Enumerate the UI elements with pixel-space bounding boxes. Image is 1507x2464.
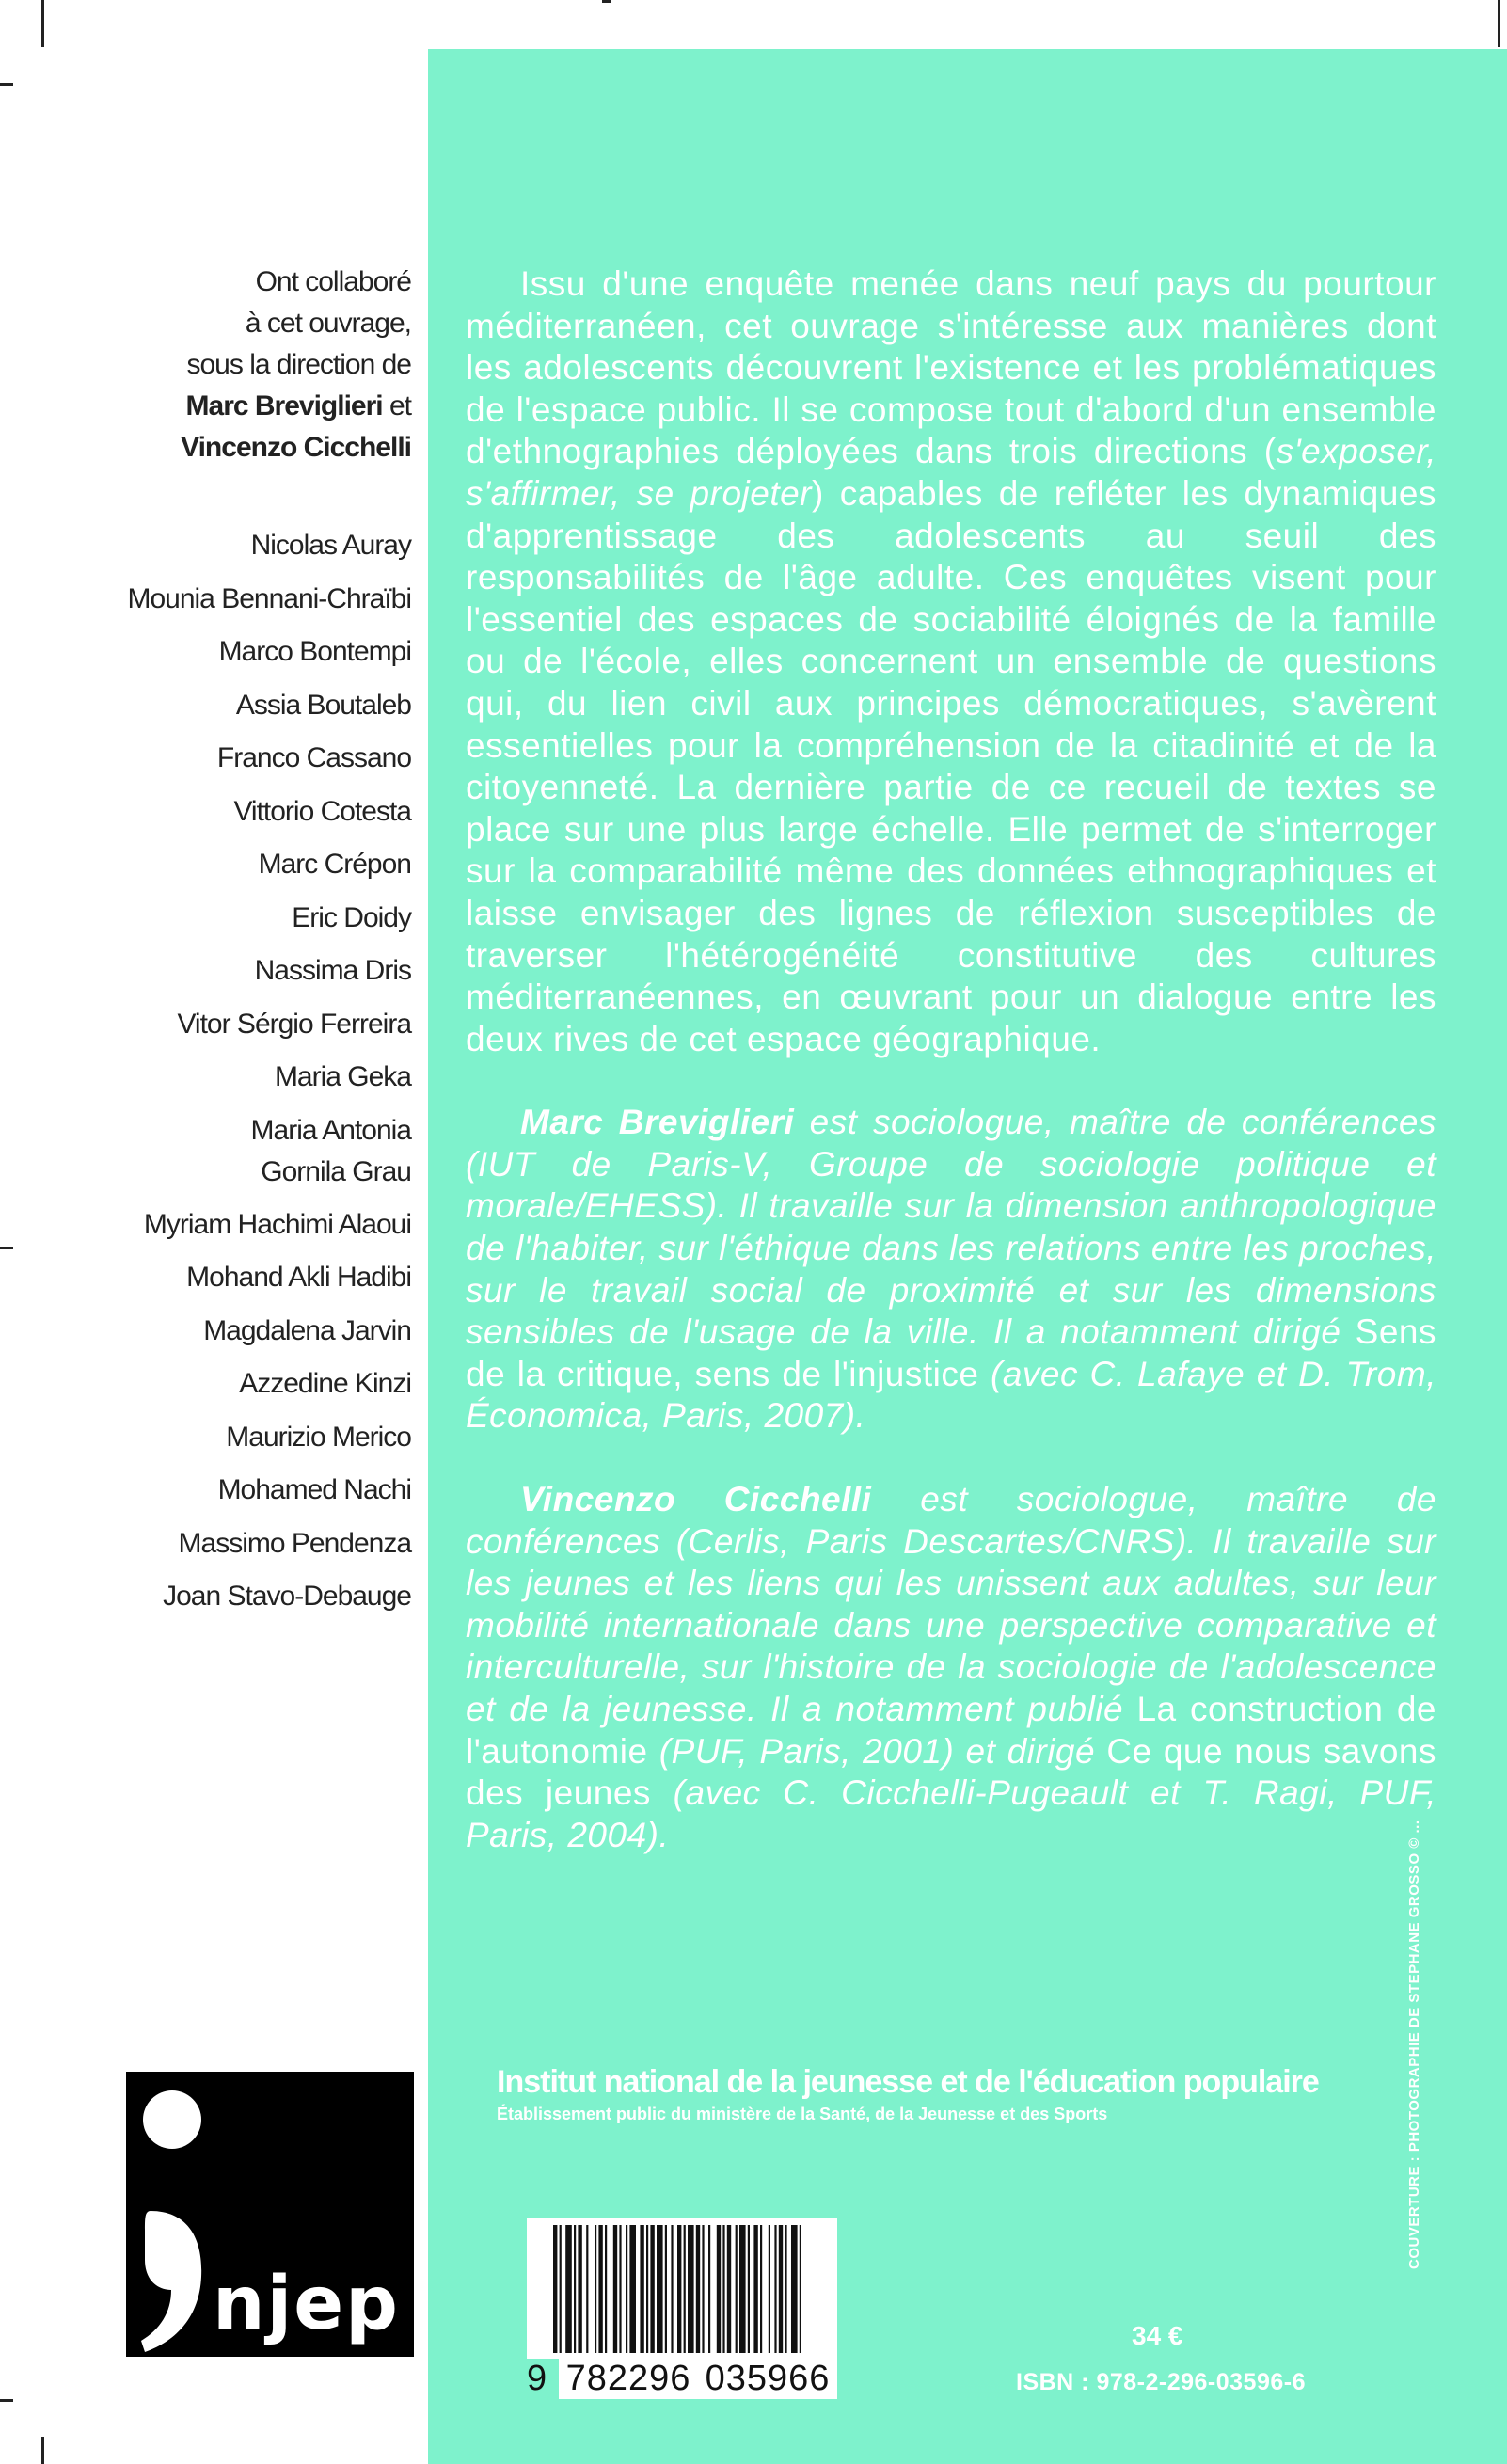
bio-text: est sociologue, maître de conférences (IUT de Paris-V, Groupe de sociologie politique et morale/EHESS). Il travaille sur la dimension anthropologique de l'habiter, sur l'éthique dans les relations entre les proches, sur le travail social de proximité et sur les dimensions sensibles de l'usage de la ville. Il a notamment dirigé [466,1103,1436,1352]
barcode-bar [791,2225,798,2353]
barcode-bar [640,2225,643,2353]
barcode-bar [650,2225,654,2353]
barcode-bar [574,2225,576,2353]
barcode-bar [754,2225,757,2353]
barcode-bar [708,2225,710,2353]
contributor-name: Vitor Sérgio Ferreira [177,1008,411,1040]
credits-directors-line [16,386,411,427]
logo-wordmark: njep [213,2262,401,2346]
credits-line: sous la direction de [186,349,411,380]
publisher-subtitle: Établissement public du ministère de la Santé, de la Jeunesse et des Sports [497,2105,1108,2123]
bio-book-title: La construction de l'autonomie [466,1690,1436,1771]
barcode-bar [769,2225,770,2353]
barcode-bars [527,2218,837,2359]
barcode-bar [684,2225,686,2353]
barcode-bar [626,2225,627,2353]
publisher-block [497,2064,1319,2124]
barcode-bar [553,2225,557,2353]
barcode-bar [688,2225,694,2353]
isbn-barcode [527,2218,837,2406]
barcode-bar [800,2225,801,2353]
bio-name: Marc Breviglieri [520,1103,795,1142]
bio-book-title: Sens de la critique, sens de l'injustice [466,1312,1436,1393]
director-name: Marc Breviglieri [185,390,383,421]
contributor-name: Mohamed Nachi [217,1474,411,1505]
injep-logo [126,2072,414,2357]
barcode-bar [595,2225,596,2353]
bio-text: (PUF, Paris, 2001) et dirigé [647,1731,1107,1771]
contributor-name: Marc Crépon [258,849,411,880]
barcode-bar [586,2225,588,2353]
barcode-bar [657,2225,663,2353]
barcode-bar [785,2225,786,2353]
summary-paragraph [466,263,1436,1060]
bio-text: (avec C. Cicchelli-Pugeault et T. Ragi, PUF, Paris, 2004). [466,1773,1436,1854]
logo-comma-icon [139,2211,205,2352]
bio-cicchelli [466,1479,1436,1856]
barcode-bar [727,2225,731,2353]
barcode-bar [760,2225,762,2353]
barcode-bar [578,2225,581,2353]
crop-mark [1498,0,1500,47]
bio-text: est sociologue, maître de conférences (Cerlis, Paris Descartes/CNRS). Il travaille sur les jeunes et les liens qui les unissent aux adultes, sur leur mobilité internationale dans une perspective comparative et interculturelle, sur l'histoire de la sociologie de l'adolescence et de la jeunesse. Il a notamment publié [466,1480,1436,1728]
bio-book-title: Ce que nous savons des jeunes [466,1731,1436,1813]
contributor-name: Maria Geka [274,1061,411,1092]
barcode-bar [665,2225,667,2353]
credits-line: Ont collaboré [255,266,411,297]
barcode-bar [613,2225,617,2353]
barcode-left-group: 782296 [559,2359,698,2399]
contributor-name: Maurizio Merico [226,1421,411,1453]
barcode-bar [696,2225,700,2353]
cover-photo-credit: COUVERTURE : PHOTOGRAPHIE DE STEPHANE GROSSO © ... [1406,1820,1422,2269]
isbn-label: ISBN : 978-2-296-03596-6 [1016,2369,1306,2395]
barcode-digits [527,2359,837,2399]
contributor-name-line: Gornila Grau [261,1155,411,1187]
contributors-list [7,519,411,1624]
price-label: 34 € [1132,2321,1183,2350]
barcode-bar [739,2225,746,2353]
barcode-right-group: 035966 [698,2359,837,2399]
contributor-name: Franco Cassano [216,742,411,773]
barcode-bar [774,2225,776,2353]
barcode-bar [779,2225,783,2353]
contributor-name: Mounia Bennani-Chraïbi [127,582,411,614]
contributor-name [7,1105,411,1199]
barcode-bar [702,2225,704,2353]
summary-italic: s'exposer, s'affirmer, se projeter [466,432,1436,513]
director-name: Vincenzo Cicchelli [181,432,411,463]
bio-breviglieri [466,1102,1436,1438]
barcode-bar [565,2225,572,2353]
credits-line: à cet ouvrage, [245,308,411,339]
back-cover-panel [428,49,1507,2464]
bio-name: Vincenzo Cicchelli [520,1480,872,1519]
credits-block [16,262,411,469]
barcode-bar [736,2225,738,2353]
contributor-name: Nicolas Auray [250,530,411,561]
barcode-bar [619,2225,621,2353]
barcode-bar [671,2225,673,2353]
contributor-name: Marco Bontempi [218,636,411,667]
description-text [466,263,1436,1856]
summary-text: Issu d'une enquête menée dans neuf pays du pourtour méditerranéen, cet ouvrage s'intéresse aux manières dont les adolescents découvrent l'existence et les problématiques de l'espace public. Il se compose tout d'abord d'un ensemble d'ethnographies déployées dans trois directions ( [466,264,1436,471]
barcode-bar [722,2225,724,2353]
contributor-name: Assia Boutaleb [235,689,411,721]
contributor-name: Nassima Dris [254,955,411,986]
credits-and: et [389,390,411,421]
contributor-name: Mohand Akli Hadibi [186,1262,411,1293]
bio-text: (avec C. Lafaye et D. Trom, Économica, Paris, 2007). [466,1354,1436,1436]
barcode-bar [560,2225,562,2353]
contributor-name-line: Maria Antonia [250,1114,411,1146]
barcode-bar [646,2225,648,2353]
publisher-name: Institut national de la jeunesse et de l'éducation populaire [497,2064,1319,2100]
contributor-name: Magdalena Jarvin [203,1314,411,1346]
contributor-name: Azzedine Kinzi [239,1368,411,1399]
contributor-name: Eric Doidy [292,901,411,933]
contributor-name: Vittorio Cotesta [233,795,411,827]
summary-text: ) capables de refléter les dynamiques d'apprentissage des adolescents au seuil des responsabilités de l'âge adulte. Ces enquêtes visent pour l'essentiel des espaces de sociabilité éloignés de la famille ou de l'école, elles concernent un ensemble de questions qui, du lien civil aux principes démocratiques, s'avèrent essentielles pour la compréhension de la citadinité et de la citoyenneté. La dernière partie de ce recueil de textes se place sur une plus large échelle. Elle permet de s'interroger sur la comparabilité même des données ethnographiques et laisse envisager des lignes de réflexion susceptibles de traverser l'hétérogénéité constitutive des cultures méditerranéennes, en œuvrant pour un dialogue entre les deux rives de cet espace géographique. [466,473,1436,1058]
contributor-name: Massimo Pendenza [178,1527,411,1559]
left-column [0,0,428,2464]
barcode-bar [605,2225,607,2353]
crop-mark [602,0,611,3]
barcode-bar [629,2225,636,2353]
barcode-bar [748,2225,750,2353]
barcode-first-digit: 9 [527,2359,548,2398]
barcode-bar [598,2225,602,2353]
contributor-name: Joan Stavo-Debauge [163,1581,411,1612]
barcode-bar [677,2225,681,2353]
contributor-name: Myriam Hachimi Alaoui [143,1208,411,1240]
logo-dot-icon [143,2090,201,2149]
barcode-bar [717,2225,721,2353]
